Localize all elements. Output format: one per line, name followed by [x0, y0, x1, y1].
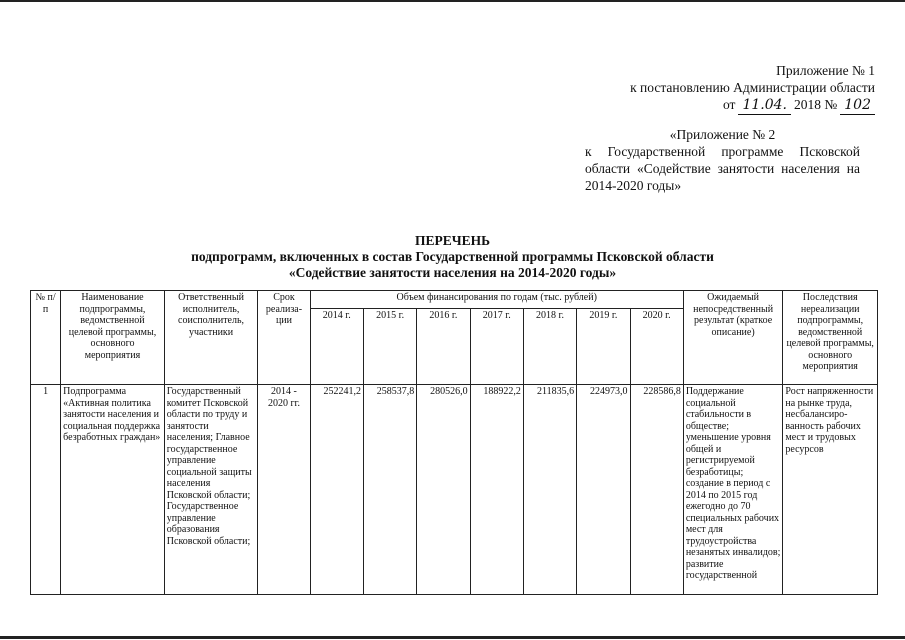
- header-year: 2020 г.: [630, 309, 683, 385]
- header-consequences: Последствия нереализации подпрограммы, ведомственной целевой программы, основного мероприятия: [783, 291, 878, 385]
- handwritten-number: 102: [840, 97, 875, 115]
- title-line-3: «Содействие занятости населения на 2014-2020 годы»: [288, 265, 617, 280]
- row-expected: Поддержание социальной стабильности в обществе; уменьшение уровня общей и регистрируемой безработицы; создание в период с 2014 по 2015 год ежегодно до 70 специальных рабочих мест для трудоустройства незанятых инвалидов; развитие государственной: [683, 385, 783, 595]
- title-line-2: подпрограмм, включенных в состав Государственной программы Псковской области: [191, 249, 714, 264]
- row-value-2018: 211835,6: [523, 385, 576, 595]
- row-value-2020: 228586,8: [630, 385, 683, 595]
- document-title: [0, 233, 905, 281]
- appendix-2-header: [585, 126, 860, 194]
- header-year: 2015 г.: [363, 309, 416, 385]
- table-header-row: [31, 291, 878, 309]
- appendix-2-reference: к Государственной программе Псковской области «Содействие занятости населения на 2014-2020 годы»: [585, 144, 860, 193]
- row-executor: Государственный комитет Псковской области по труду и занятости населения; Главное государственное управление социальной защиты населения Псковской области; Государственное управление образования Псковской области;: [164, 385, 258, 595]
- header-year: 2018 г.: [523, 309, 576, 385]
- appendix-1-date-line: [585, 96, 875, 115]
- scan-edge-top: [0, 0, 905, 2]
- title-line-1: ПЕРЕЧЕНЬ: [414, 233, 491, 248]
- appendix-1-reference: к постановлению Администрации области: [630, 80, 875, 95]
- table-row: [31, 385, 878, 595]
- appendix-1-title: Приложение № 1: [776, 63, 875, 78]
- row-name: Подпрограмма «Активная политика занятости населения и социальная поддержка безработных граждан»: [61, 385, 165, 595]
- row-value-2016: 280526,0: [417, 385, 470, 595]
- header-year: 2019 г.: [577, 309, 630, 385]
- header-year: 2014 г.: [310, 309, 363, 385]
- row-value-2017: 188922,2: [470, 385, 523, 595]
- header-name: Наименование подпрограммы, ведомственной целевой программы, основного мероприятия: [61, 291, 165, 385]
- row-consequences: Рост напряженности на рынке труда, несбалансиро-ванность рабочих мест и трудовых ресурсов: [783, 385, 878, 595]
- row-value-2014: 252241,2: [310, 385, 363, 595]
- appendix-2-title: «Приложение № 2: [669, 127, 776, 142]
- header-year: 2016 г.: [417, 309, 470, 385]
- header-expected: Ожидаемый непосредственный результат (краткое описание): [683, 291, 783, 385]
- header-year: 2017 г.: [470, 309, 523, 385]
- year-label: 2018 №: [794, 97, 838, 112]
- header-funding: Объем финансирования по годам (тыс. рублей): [310, 291, 683, 309]
- subprograms-table: [30, 290, 878, 595]
- date-prefix: от: [722, 97, 736, 112]
- handwritten-date: 11.04.: [738, 97, 791, 115]
- header-term: Срок реализа-ции: [258, 291, 310, 385]
- scan-edge-bottom: [0, 636, 905, 639]
- header-num: № п/п: [31, 291, 61, 385]
- appendix-1-header: [585, 62, 875, 115]
- header-executor: Ответственный исполнитель, соисполнитель, участники: [164, 291, 258, 385]
- row-term: 2014 - 2020 гг.: [258, 385, 310, 595]
- row-value-2015: 258537,8: [363, 385, 416, 595]
- row-value-2019: 224973,0: [577, 385, 630, 595]
- row-num: 1: [31, 385, 61, 595]
